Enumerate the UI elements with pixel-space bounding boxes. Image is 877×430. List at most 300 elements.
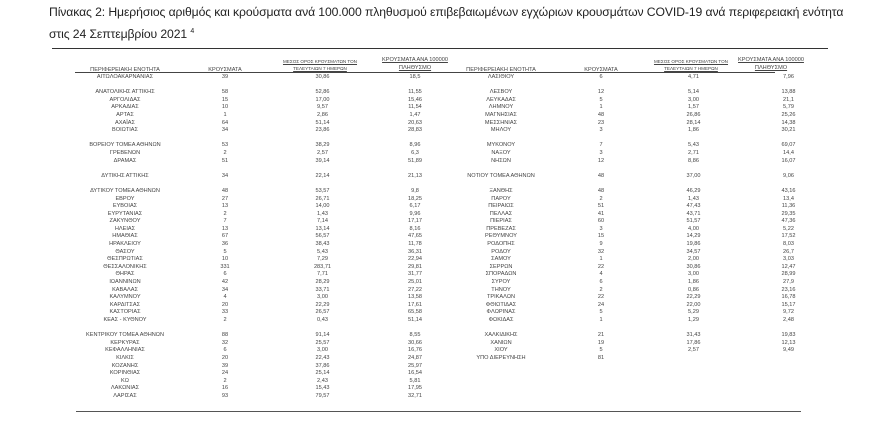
- table-row: [446, 203, 836, 211]
- cell-per100k: 3,03: [783, 256, 794, 263]
- table-row: [446, 127, 836, 135]
- table-row: [70, 241, 455, 249]
- cell-per100k: 47,65: [408, 233, 422, 240]
- cell-cases: 39: [221, 362, 229, 369]
- cell-region: ΙΩΑΝΝΙΝΩΝ: [109, 279, 141, 286]
- cell-region: ΜΕΣΣΗΝΙΑΣ: [484, 119, 518, 126]
- table-row: [446, 188, 836, 196]
- cell-per100k: 13,88: [781, 89, 796, 96]
- cell-per100k: [741, 355, 836, 363]
- cell-avg7: 28,14: [686, 119, 701, 126]
- cell-cases: 7: [223, 218, 227, 225]
- cell-avg7: 15,43: [315, 385, 330, 392]
- cell-cases: 5: [223, 248, 227, 255]
- table-row: [446, 226, 836, 234]
- cell-region: ΦΘΙΩΤΙΔΑΣ: [485, 301, 517, 308]
- cell-cases: 12: [597, 157, 605, 164]
- cell-cases: 60: [597, 218, 605, 225]
- row-spacer: [70, 325, 455, 333]
- cell-region: ΡΟΔΟΠΗΣ: [487, 241, 515, 248]
- row-spacer: [446, 180, 836, 188]
- cell-avg7: 283,71: [313, 263, 332, 270]
- table-right: [446, 57, 836, 363]
- cell-cases: 34: [221, 127, 229, 134]
- cell-cases: 1: [599, 317, 603, 323]
- cell-cases: 2: [223, 317, 227, 323]
- cell-region: ΚΕΡΚΥΡΑΣ: [110, 339, 140, 346]
- cell-avg7: 1,57: [688, 104, 699, 111]
- table-row: [446, 218, 836, 226]
- cell-avg7: 26,71: [315, 195, 330, 202]
- cell-per100k: 31,77: [408, 271, 422, 278]
- cell-region: ΛΗΜΝΟΥ: [488, 104, 514, 111]
- table-row: [446, 89, 836, 97]
- cell-per100k: 14,4: [783, 149, 794, 156]
- cell-cases: 36: [221, 241, 229, 248]
- cell-cases: 2: [599, 195, 603, 202]
- cell-avg7: 34,57: [686, 248, 701, 255]
- table-row: [70, 294, 455, 302]
- cell-cases: 16: [221, 385, 229, 392]
- table-row: [70, 97, 455, 105]
- cell-cases: 9: [599, 241, 603, 248]
- cell-avg7: 2,71: [688, 149, 699, 156]
- cell-region: ΡΕΘΥΜΝΟΥ: [485, 233, 517, 240]
- cell-per100k: 21,1: [783, 96, 794, 103]
- cell-avg7: 22,29: [686, 294, 701, 301]
- table-row: [446, 249, 836, 257]
- cell-per100k: 20,63: [408, 119, 422, 126]
- table-left: [70, 57, 455, 401]
- cell-region: ΘΗΡΑΣ: [115, 271, 135, 278]
- cell-avg7: 5,43: [317, 248, 328, 255]
- cell-avg7: 52,86: [315, 89, 330, 96]
- cell-per100k: 11,54: [408, 104, 422, 111]
- table-row: [70, 120, 455, 128]
- cell-avg7: 91,14: [315, 332, 330, 339]
- cell-per100k: 69,07: [781, 142, 796, 149]
- table-row: [70, 211, 455, 219]
- cell-cases: 4: [599, 271, 603, 278]
- table-row: [70, 355, 455, 363]
- cell-avg7: 3,00: [688, 271, 699, 278]
- cell-avg7: 7,14: [317, 218, 328, 225]
- cell-avg7: 28,29: [315, 279, 330, 286]
- table-row: [446, 332, 836, 340]
- cell-per100k: 9,72: [783, 309, 794, 316]
- cell-region: ΠΡΕΒΕΖΑΣ: [486, 225, 516, 232]
- table-header: [446, 57, 836, 74]
- cell-cases: 51: [597, 203, 605, 210]
- cell-per100k: 16,54: [408, 370, 422, 377]
- cell-avg7: 23,86: [315, 127, 330, 134]
- col-header-per100k: ΚΡΟΥΣΜΑΤΑ ΑΝΑ 100000 ΠΛΗΘΥΣΜΟ: [382, 57, 448, 71]
- table-row: [70, 363, 455, 371]
- cell-avg7: 46,29: [686, 187, 701, 194]
- cell-region: ΦΛΩΡΙΝΑΣ: [486, 309, 516, 316]
- cell-avg7: 53,57: [315, 187, 330, 194]
- cell-per100k: 5,81: [409, 377, 421, 384]
- cell-avg7: 2,00: [688, 256, 699, 263]
- table-row: [70, 226, 455, 234]
- row-spacer: [70, 135, 455, 143]
- cell-avg7: 17,00: [315, 96, 330, 103]
- cell-per100k: 36,31: [408, 248, 422, 255]
- cell-avg7: 9,57: [317, 104, 328, 111]
- caption-rule: [52, 48, 828, 49]
- cell-per100k: 11,36: [781, 203, 796, 210]
- cell-cases: 48: [597, 172, 605, 179]
- cell-avg7: 51,57: [686, 218, 701, 225]
- cell-region: ΒΟΡΕΙΟΥ ΤΟΜΕΑ ΑΘΗΝΩΝ: [89, 142, 161, 149]
- cell-cases: 7: [599, 142, 603, 149]
- cell-avg7: 33,71: [315, 286, 330, 293]
- cell-avg7: 14,00: [315, 203, 330, 210]
- cell-region: ΛΕΣΒΟΥ: [489, 89, 513, 96]
- cell-per100k: 6,3: [411, 149, 419, 156]
- cell-cases: 13: [221, 225, 229, 232]
- cell-per100k: 17,95: [408, 385, 422, 392]
- cell-region: ΔΥΤΙΚΟΥ ΤΟΜΕΑ ΑΘΗΝΩΝ: [90, 187, 160, 194]
- cell-cases: 67: [221, 233, 229, 240]
- row-spacer: [446, 325, 836, 333]
- cell-region: ΖΑΚΥΝΘΟΥ: [109, 218, 141, 225]
- cell-cases: 20: [221, 354, 229, 361]
- cell-region: ΚΩ: [121, 377, 129, 384]
- cell-avg7: 3,00: [317, 347, 328, 354]
- col-header-cases: ΚΡΟΥΣΜΑΤΑ: [208, 67, 242, 73]
- cell-cases: 2: [223, 377, 227, 384]
- cell-avg7: 43,71: [686, 210, 701, 217]
- table-row: [70, 150, 455, 158]
- cell-region: ΔΡΑΜΑΣ: [113, 157, 137, 164]
- cell-region: ΜΗΛΟΥ: [490, 127, 512, 134]
- cell-cases: 23: [597, 119, 605, 126]
- cell-avg7: 5,43: [688, 142, 699, 149]
- cell-cases: 27: [221, 195, 229, 202]
- cell-per100k: 28,99: [781, 271, 796, 278]
- cell-region: ΘΕΣΣΑΛΟΝΙΚΗΣ: [103, 263, 147, 270]
- table-row: [446, 347, 836, 355]
- table-row: [446, 74, 836, 82]
- cell-region: ΜΑΓΝΗΣΙΑΣ: [485, 111, 517, 118]
- cell-avg7: 37,00: [686, 172, 701, 179]
- cell-avg7: 0,43: [317, 317, 328, 323]
- table-row: [70, 271, 455, 279]
- table-row: [446, 104, 836, 112]
- table-row: [446, 294, 836, 302]
- cell-avg7: 2,57: [317, 149, 328, 156]
- cell-cases: 1: [599, 104, 603, 111]
- cell-cases: 58: [221, 89, 229, 96]
- cell-avg7: 1,43: [317, 210, 328, 217]
- cell-avg7: 22,43: [315, 354, 330, 361]
- table-row: [70, 302, 455, 310]
- cell-cases: 93: [221, 392, 229, 399]
- cell-avg7: 2,57: [688, 347, 699, 354]
- cell-cases: 21: [597, 332, 605, 339]
- cell-avg7: 13,14: [315, 225, 330, 232]
- cell-per100k: 9,49: [783, 347, 794, 354]
- cell-avg7: 38,43: [315, 241, 330, 248]
- cell-region: ΑΡΤΑΣ: [116, 111, 134, 118]
- cell-avg7: 26,57: [315, 309, 330, 316]
- cell-per100k: 16,07: [781, 157, 796, 164]
- table-row: [70, 249, 455, 257]
- cell-avg7: 22,14: [315, 172, 330, 179]
- cell-avg7: 17,86: [686, 339, 701, 346]
- table-row: [70, 173, 455, 181]
- cell-cases: 15: [597, 233, 605, 240]
- table-caption: [49, 2, 849, 44]
- cell-per100k: 5,79: [783, 104, 794, 111]
- cell-per100k: 47,36: [781, 218, 796, 225]
- col-header-avg7: ΜΕΣΟΣ ΟΡΟΣ ΚΡΟΥΣΜΑΤΩΝ ΤΟΝ ΤΕΛΕΥΤΑΙΩΝ 7 ΗΜΕΡΩΝ: [653, 59, 729, 71]
- table-row: [446, 173, 836, 181]
- col-header-region: ΠΕΡΙΦΕΡΕΙΑΚΗ ΕΝΟΤΗΤΑ: [466, 67, 536, 73]
- cell-cases: 51: [221, 157, 229, 164]
- cell-region: ΗΡΑΚΛΕΙΟΥ: [109, 241, 141, 248]
- cell-region: ΣΠΟΡΑΔΩΝ: [485, 271, 517, 278]
- table-row: [446, 112, 836, 120]
- cell-region: ΚΕΑΣ - ΚΥΘΝΟΥ: [103, 317, 147, 323]
- table-row: [70, 89, 455, 97]
- table-row: [446, 309, 836, 317]
- cell-cases: 13: [221, 203, 229, 210]
- cell-per100k: 21,13: [408, 172, 422, 179]
- table-row: [446, 302, 836, 310]
- cell-region: ΘΑΣΟΥ: [115, 248, 135, 255]
- cell-per100k: 19,83: [781, 332, 796, 339]
- cell-per100k: 8,55: [409, 332, 421, 339]
- cell-per100k: 32,71: [408, 392, 422, 399]
- cell-avg7: 39,14: [315, 157, 330, 164]
- cell-avg7: 19,86: [686, 241, 701, 248]
- cell-per100k: 17,61: [408, 301, 422, 308]
- cell-cases: 19: [597, 339, 605, 346]
- cell-per100k: 28,83: [408, 127, 422, 134]
- cell-per100k: 5,22: [783, 225, 794, 232]
- cell-cases: 2: [223, 149, 227, 156]
- table-row: [70, 127, 455, 135]
- cell-avg7: 30,86: [686, 263, 701, 270]
- col-header-avg7: ΜΕΣΟΣ ΟΡΟΣ ΚΡΟΥΣΜΑΤΩΝ ΤΟΝ ΤΕΛΕΥΤΑΙΩΝ 7 ΗΜΕΡΩΝ: [282, 59, 358, 71]
- cell-region: ΚΙΛΚΙΣ: [116, 354, 134, 361]
- cell-cases: 6: [599, 279, 603, 286]
- cell-region: ΑΝΑΤΟΛΙΚΗΣ ΑΤΤΙΚΗΣ: [95, 89, 155, 96]
- cell-avg7: 79,57: [315, 392, 330, 399]
- table-row: [446, 264, 836, 272]
- cell-avg7: 5,14: [688, 89, 699, 96]
- table-row: [446, 317, 836, 325]
- cell-region: ΑΡΚΑΔΙΑΣ: [111, 104, 139, 111]
- row-spacer: [446, 135, 836, 143]
- cell-cases: 41: [597, 210, 605, 217]
- cell-per100k: 27,22: [408, 286, 422, 293]
- cell-region: ΧΑΝΙΩΝ: [490, 339, 512, 346]
- cell-per100k: 23,16: [781, 286, 796, 293]
- table-row: [446, 233, 836, 241]
- cell-per100k: 9,96: [409, 210, 421, 217]
- cell-cases: 53: [221, 142, 229, 149]
- cell-avg7: 8,86: [688, 157, 699, 164]
- cell-region: ΗΛΕΙΑΣ: [114, 225, 136, 232]
- col-header-per100k: ΚΡΟΥΣΜΑΤΑ ΑΝΑ 100000 ΠΛΗΘΥΣΜΟ: [738, 57, 804, 71]
- cell-cases: 12: [597, 89, 605, 96]
- cell-per100k: 6,17: [409, 203, 421, 210]
- cell-avg7: 37,86: [315, 362, 330, 369]
- table-row: [70, 340, 455, 348]
- cell-avg7: 26,86: [686, 111, 701, 118]
- cell-per100k: 12,13: [781, 339, 796, 346]
- cell-region: ΛΑΣΙΘΙΟΥ: [487, 74, 515, 80]
- table-row: [70, 158, 455, 166]
- cell-cases: 88: [221, 332, 229, 339]
- cell-per100k: 14,38: [781, 119, 796, 126]
- cell-avg7: 2,86: [317, 111, 328, 118]
- row-spacer: [70, 165, 455, 173]
- cell-per100k: 25,97: [408, 362, 422, 369]
- cell-avg7: 1,29: [688, 317, 699, 323]
- cell-region: ΑΡΓΟΛΙΔΑΣ: [109, 96, 141, 103]
- cell-per100k: 30,21: [781, 127, 796, 134]
- cell-cases: 15: [221, 96, 229, 103]
- cell-region: ΚΕΦΑΛΛΗΝΙΑΣ: [105, 347, 145, 354]
- cell-avg7: 14,29: [686, 233, 701, 240]
- cell-avg7: 4,71: [688, 74, 699, 80]
- cell-cases: 3: [599, 127, 603, 134]
- cell-cases: 22: [597, 263, 605, 270]
- table-row: [70, 279, 455, 287]
- cell-per100k: 12,47: [781, 263, 796, 270]
- table-row: [446, 355, 836, 363]
- cell-avg7: 25,14: [315, 370, 330, 377]
- table-row: [446, 142, 836, 150]
- cell-cases: 1: [223, 111, 227, 118]
- cell-region: ΣΑΜΟΥ: [491, 256, 511, 263]
- cell-avg7: 25,57: [315, 339, 330, 346]
- cell-region: ΒΟΙΩΤΙΑΣ: [112, 127, 138, 134]
- cell-cases: 6: [223, 271, 227, 278]
- col-header-region: ΠΕΡΙΦΕΡΕΙΑΚΗ ΕΝΟΤΗΤΑ: [90, 67, 160, 73]
- table-row: [446, 279, 836, 287]
- cell-cases: 6: [223, 347, 227, 354]
- cell-avg7: 4,00: [688, 225, 699, 232]
- cell-avg7: 3,00: [317, 294, 328, 301]
- cell-per100k: 18,25: [408, 195, 422, 202]
- cell-cases: 22: [597, 294, 605, 301]
- cell-region: ΚΟΡΙΝΘΙΑΣ: [109, 370, 141, 377]
- table-row: [70, 256, 455, 264]
- cell-per100k: 16,78: [781, 294, 796, 301]
- cell-region: ΡΟΔΟΥ: [491, 248, 511, 255]
- cell-per100k: 18,5: [409, 74, 421, 80]
- table-row: [70, 378, 455, 386]
- table-row: [446, 256, 836, 264]
- cell-region: ΠΙΕΡΙΑΣ: [490, 218, 512, 225]
- cell-avg7: 7,29: [317, 256, 328, 263]
- cell-region: ΧΑΛΚΙΔΙΚΗΣ: [484, 332, 518, 339]
- cell-per100k: 8,03: [783, 241, 794, 248]
- cell-per100k: 51,14: [408, 317, 422, 323]
- table-row: [70, 196, 455, 204]
- table-row: [70, 74, 455, 82]
- cell-region: ΕΒΡΟΥ: [115, 195, 135, 202]
- table-row: [446, 271, 836, 279]
- table-row: [446, 150, 836, 158]
- caption-text: Πίνακας 2: Ημερήσιος αριθμός και κρούσματα ανά 100.000 πληθυσμού επιβεβαιωμένων εγχώριων κρουσμάτων COVID-19 ανά περιφερειακή ενότητα στις 24 Σεπτεμβρίου 2021: [49, 5, 844, 42]
- cell-per100k: 8,96: [409, 142, 421, 149]
- cell-avg7: 5,29: [688, 309, 699, 316]
- cell-region: ΝΗΣΩΝ: [491, 157, 511, 164]
- table-row: [70, 393, 455, 401]
- cell-avg7: 31,43: [686, 332, 701, 339]
- table-row: [446, 97, 836, 105]
- table-row: [70, 287, 455, 295]
- table-row: [70, 203, 455, 211]
- cell-region: ΑΙΤΩΛΟΑΚΑΡΝΑΝΙΑΣ: [96, 74, 154, 80]
- cell-region: ΛΑΡΙΣΑΣ: [113, 392, 137, 399]
- table-row: [70, 112, 455, 120]
- cell-per100k: 65,58: [408, 309, 422, 316]
- row-spacer: [70, 180, 455, 188]
- cell-avg7: 1,86: [688, 127, 699, 134]
- cell-per100k: 9,06: [783, 172, 794, 179]
- cell-per100k: 11,55: [408, 89, 422, 96]
- cell-cases: 5: [599, 347, 603, 354]
- table-row: [446, 196, 836, 204]
- table-row: [70, 264, 455, 272]
- cell-per100k: 13,58: [408, 294, 422, 301]
- cell-region: ΚΑΒΑΛΑΣ: [112, 286, 138, 293]
- cell-cases: 5: [599, 96, 603, 103]
- cell-region: ΑΧΑΪΑΣ: [115, 119, 135, 126]
- cell-region: ΛΕΥΚΑΔΑΣ: [486, 96, 516, 103]
- cell-per100k: 25,26: [781, 111, 796, 118]
- row-spacer: [70, 82, 455, 90]
- cell-region: ΣΕΡΡΩΝ: [489, 263, 513, 270]
- cell-region: ΔΥΤΙΚΗΣ ΑΤΤΙΚΗΣ: [101, 172, 149, 179]
- table-row: [446, 158, 836, 166]
- cell-cases: 5: [599, 309, 603, 316]
- table-body: [446, 74, 836, 363]
- table-row: [446, 241, 836, 249]
- cell-region: ΛΑΚΩΝΙΑΣ: [110, 385, 140, 392]
- cell-avg7: 1,86: [688, 279, 699, 286]
- table-row: [70, 385, 455, 393]
- cell-cases: 48: [221, 187, 229, 194]
- cell-cases: 64: [221, 119, 229, 126]
- table-row: [70, 309, 455, 317]
- cell-cases: 6: [599, 74, 603, 80]
- cell-region: ΠΕΙΡΑΙΩΣ: [488, 203, 514, 210]
- cell-per100k: 13,4: [783, 195, 794, 202]
- cell-per100k: 27,9: [783, 279, 794, 286]
- cell-cases: 4: [223, 294, 227, 301]
- cell-region: ΝΟΤΙΟΥ ΤΟΜΕΑ ΑΘΗΝΩΝ: [467, 172, 535, 179]
- cell-region: ΚΑΣΤΟΡΙΑΣ: [109, 309, 141, 316]
- cell-per100k: 25,01: [408, 279, 422, 286]
- table-row: [70, 233, 455, 241]
- cell-cases: 20: [221, 301, 229, 308]
- cell-per100k: 29,35: [781, 210, 796, 217]
- table-bottom-rule: [76, 411, 801, 412]
- cell-per100k: 11,78: [408, 241, 422, 248]
- cell-per100k: 43,16: [781, 187, 796, 194]
- cell-per100k: 7,96: [783, 74, 794, 80]
- cell-per100k: 24,87: [408, 354, 422, 361]
- table-row: [446, 211, 836, 219]
